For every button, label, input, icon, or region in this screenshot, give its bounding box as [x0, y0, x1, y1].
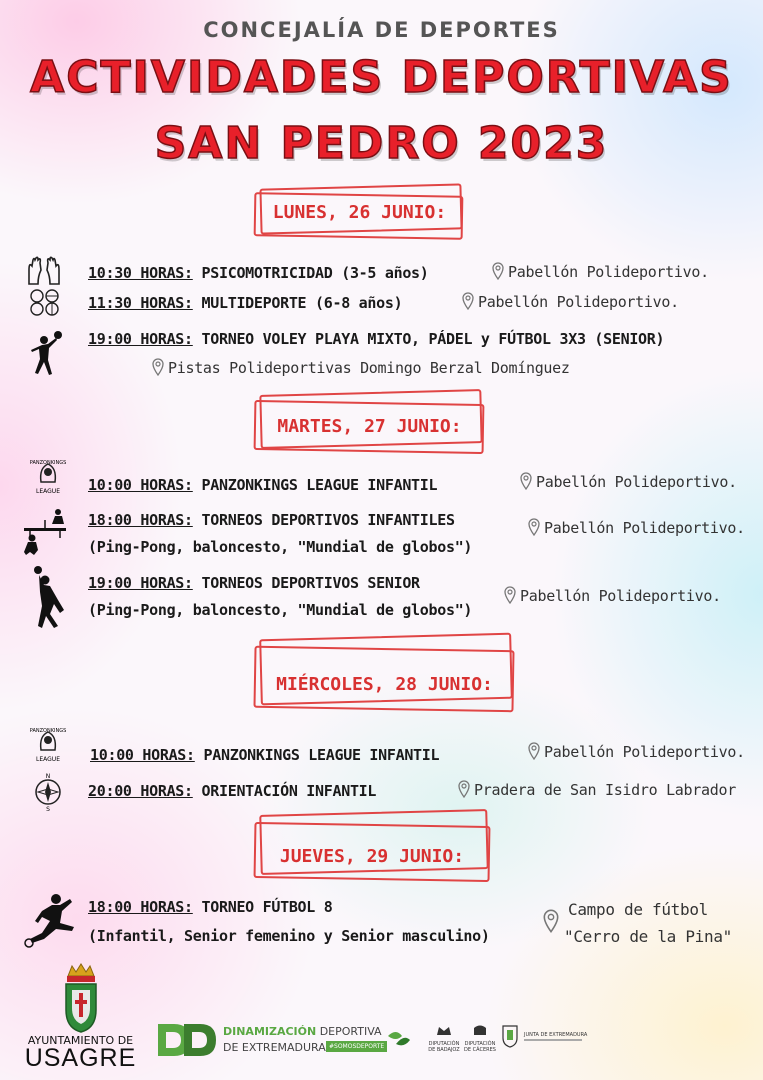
- location-pin-icon: [543, 908, 559, 938]
- volleyball-player-icon: [26, 330, 64, 382]
- event-line: 18:00 HORAS: TORNEO FÚTBOL 8: [88, 898, 333, 916]
- location-pin-icon: [504, 586, 516, 604]
- dd-hashtag: #SOMOSDEPORTE: [326, 1041, 387, 1052]
- location: Pabellón Polideportivo.: [528, 742, 745, 761]
- location-pin-icon: [520, 472, 532, 490]
- caceres-emblem-icon: [471, 1023, 489, 1037]
- day-header-thursday: [252, 812, 492, 882]
- event-detail: (Infantil, Senior femenino y Senior masculino): [88, 927, 490, 945]
- svg-text:S: S: [46, 806, 50, 812]
- dd-subtitle: DE EXTREMADURA: [223, 1041, 326, 1054]
- location-pin-icon: [492, 262, 504, 280]
- location-pin-icon: [458, 780, 470, 798]
- location: Pabellón Polideportivo.: [520, 472, 737, 491]
- extremadura-leaf-icon: [386, 1026, 412, 1052]
- usagre-label: USAGRE: [24, 1044, 137, 1072]
- event-line: 10:30 HORAS: PSICOMOTRICIDAD (3-5 años): [88, 264, 429, 282]
- day-label: MARTES, 27 JUNIO:: [277, 416, 462, 437]
- location-pin-icon: [152, 358, 164, 376]
- event-line: 19:00 HORAS: TORNEOS DEPORTIVOS SENIOR: [88, 574, 420, 592]
- dd-title: DINAMIZACIÓN DEPORTIVA: [223, 1025, 382, 1038]
- sports-balls-icon: [28, 288, 62, 320]
- main-title-line1: ACTIVIDADES DEPORTIVAS: [30, 52, 733, 103]
- location: Pistas Polideportivas Domingo Berzal Domínguez: [152, 358, 570, 377]
- junta-emblem-icon: [500, 1024, 520, 1052]
- day-label: JUEVES, 29 JUNIO:: [279, 846, 465, 867]
- event-detail: (Ping-Pong, baloncesto, "Mundial de globos"): [88, 601, 473, 619]
- day-header-tuesday: [252, 392, 487, 454]
- junta-label: JUNTA DE EXTREMADURA: [524, 1032, 588, 1038]
- main-title-line2: SAN PEDRO 2023: [154, 118, 609, 169]
- location: Pabellón Polideportivo.: [504, 586, 721, 605]
- day-label: MIÉRCOLES, 28 JUNIO:: [276, 674, 493, 695]
- badajoz-emblem-icon: [435, 1023, 453, 1037]
- event-detail: (Ping-Pong, baloncesto, "Mundial de globos"): [88, 538, 473, 556]
- football-player-icon: [22, 893, 82, 955]
- location: Pabellón Polideportivo.: [462, 292, 679, 311]
- location: Pabellón Polideportivo.: [528, 518, 745, 537]
- location: Pradera de San Isidro Labrador: [458, 780, 736, 799]
- event-line: 18:00 HORAS: TORNEOS DEPORTIVOS INFANTILES: [88, 511, 455, 529]
- panzonkings-league-icon: PANZONKINGS LEAGUE: [29, 460, 67, 495]
- diputacion-badajoz-logo: DIPUTACIÓN DE BADAJOZ: [424, 1022, 464, 1053]
- event-line: 10:00 HORAS: PANZONKINGS LEAGUE INFANTIL: [88, 476, 438, 494]
- junta-rule: [524, 1039, 582, 1041]
- event-line: 10:00 HORAS: PANZONKINGS LEAGUE INFANTIL: [90, 746, 440, 764]
- location: Campo de fútbol: [568, 900, 708, 919]
- subtitle: CONCEJALÍA DE DEPORTES: [203, 18, 560, 42]
- hands-icon: [26, 256, 62, 290]
- location-pin-icon: [528, 518, 540, 536]
- ayuntamiento-label: AYUNTAMIENTO DE: [27, 1034, 134, 1047]
- usagre-coat-of-arms: [62, 962, 100, 1038]
- diputacion-caceres-logo: DIPUTACIÓN DE CÁCERES: [460, 1022, 500, 1053]
- event-line: 19:00 HORAS: TORNEO VOLEY PLAYA MIXTO, PÁDEL y FÚTBOL 3X3 (SENIOR): [88, 330, 665, 348]
- svg-text:N: N: [45, 773, 51, 780]
- location-detail: "Cerro de la Pina": [564, 927, 732, 946]
- day-header-wednesday: [252, 636, 517, 712]
- event-line: 20:00 HORAS: ORIENTACIÓN INFANTIL: [88, 782, 377, 800]
- day-header-monday: [252, 186, 467, 240]
- compass-icon: [28, 772, 68, 816]
- day-label: LUNES, 26 JUNIO:: [272, 202, 447, 223]
- basketball-player-icon: [28, 566, 68, 634]
- location: Pabellón Polideportivo.: [492, 262, 709, 281]
- panzonkings-league-icon: PANZONKINGS LEAGUE: [29, 728, 67, 763]
- location-pin-icon: [462, 292, 474, 310]
- location-pin-icon: [528, 742, 540, 760]
- ping-pong-icon: [22, 508, 68, 560]
- dd-logo-icon: [156, 1020, 220, 1064]
- event-line: 11:30 HORAS: MULTIDEPORTE (6-8 años): [88, 294, 403, 312]
